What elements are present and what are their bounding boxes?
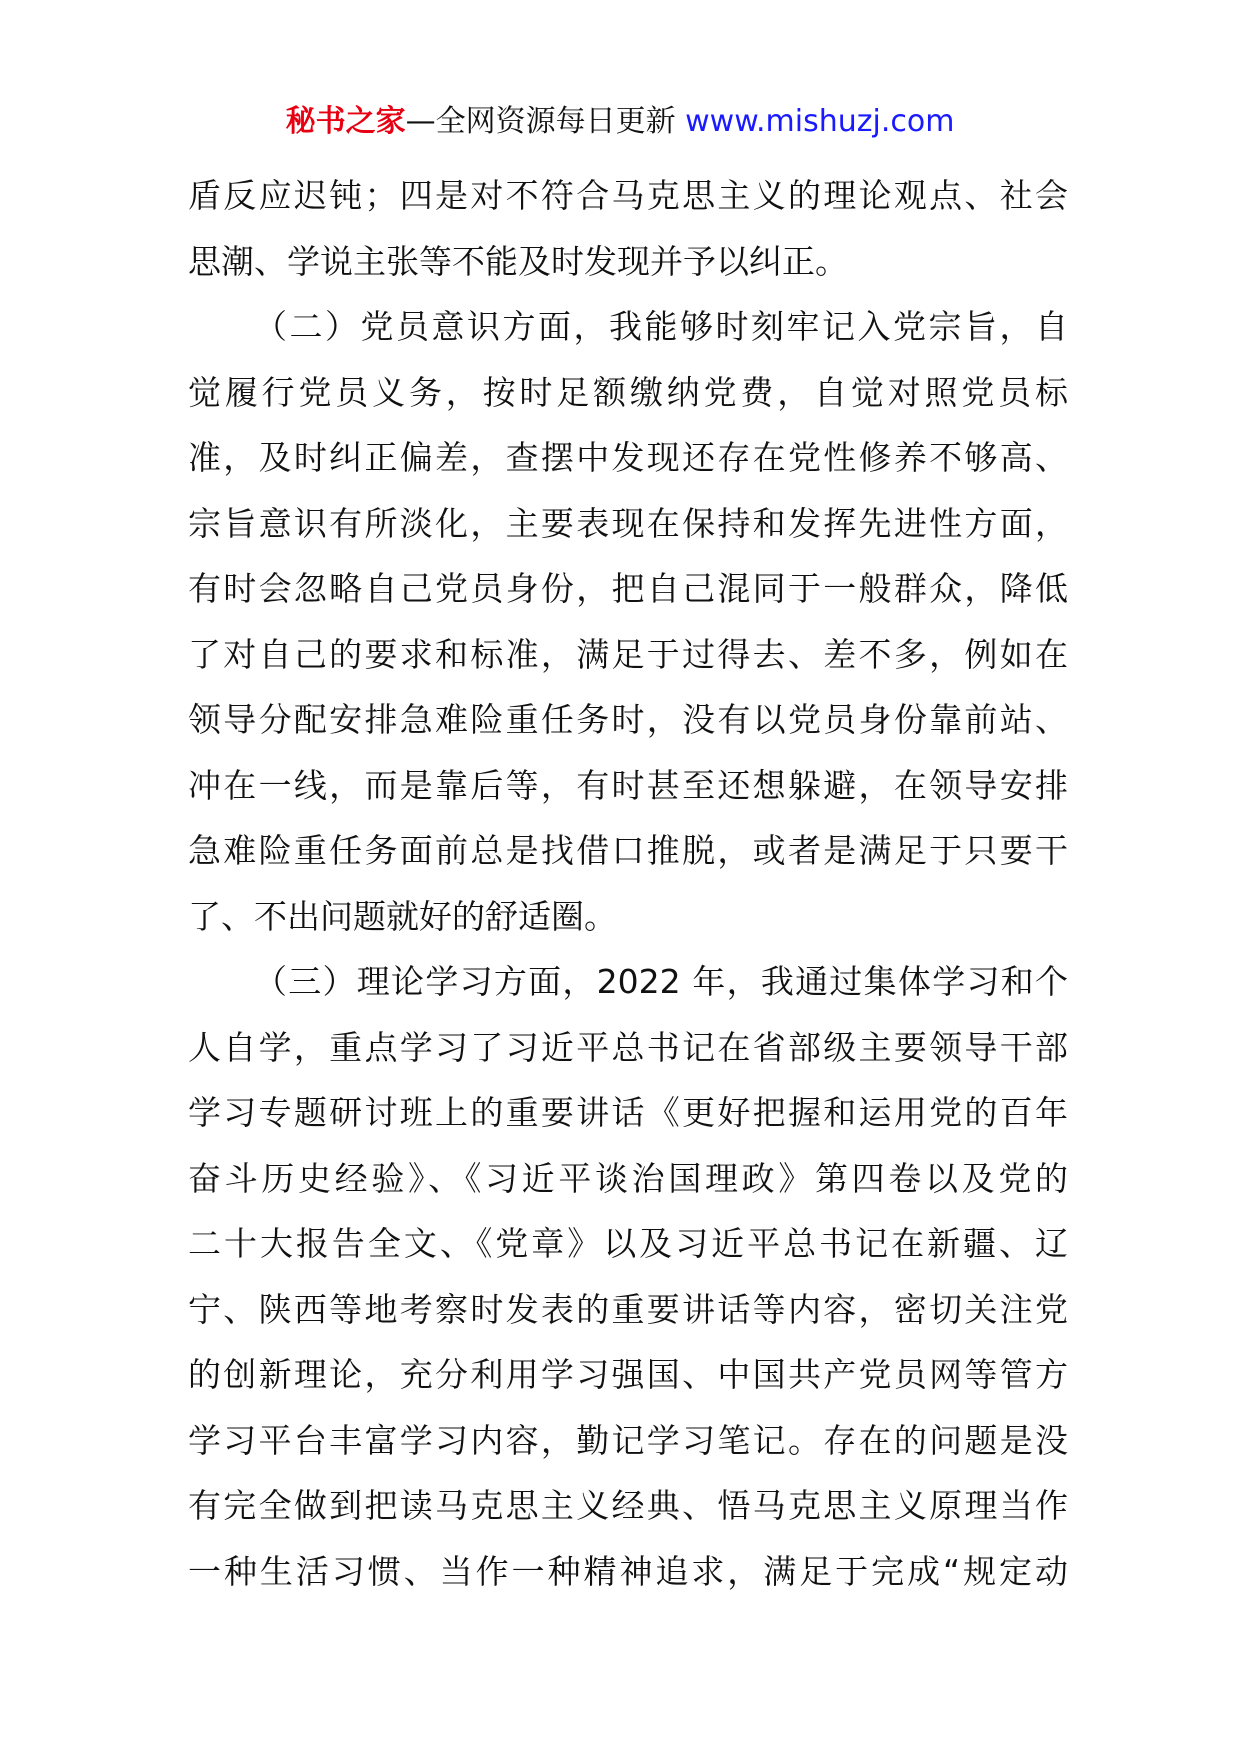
- page-header: [0, 102, 1240, 142]
- text-line: 思潮、学说主张等不能及时发现并予以纠正。: [188, 241, 848, 281]
- text-line: 奋斗历史经验》、《习近平谈治国理政》第四卷以及党的: [188, 1158, 1068, 1198]
- text-line: 一种生活习惯、当作一种精神追求，满足于完成“规定动: [188, 1551, 1068, 1591]
- text-line: 学习专题研讨班上的重要讲话《更好把握和运用党的百年: [188, 1093, 1068, 1132]
- text-line: 有完全做到把读马克思主义经典、悟马克思主义原理当作: [188, 1486, 1068, 1525]
- text-line: 盾反应迟钝；四是对不符合马克思主义的理论观点、社会: [188, 176, 1068, 215]
- text-line: 人自学，重点学习了习近平总书记在省部级主要领导干部: [188, 1027, 1068, 1067]
- text-line: 了、不出问题就好的舒适圈。: [188, 896, 617, 936]
- text-line: 二十大报告全文、《党章》以及习近平总书记在新疆、辽: [188, 1224, 1068, 1263]
- text-line: 了对自己的要求和标准，满足于过得去、差不多，例如在: [188, 634, 1068, 674]
- text-line: 学习平台丰富学习内容，勤记学习笔记。存在的问题是没: [188, 1420, 1068, 1460]
- text-line: （二）党员意识方面，我能够时刻牢记入党宗旨，自: [254, 307, 1068, 346]
- text-line: 宗旨意识有所淡化，主要表现在保持和发挥先进性方面，: [188, 503, 1068, 543]
- text-line: 有时会忽略自己党员身份，把自己混同于一般群众，降低: [188, 569, 1068, 608]
- text-line: 宁、陕西等地考察时发表的重要讲话等内容，密切关注党: [188, 1289, 1068, 1329]
- text-line: 觉履行党员义务，按时足额缴纳党费，自觉对照党员标: [188, 372, 1068, 412]
- text-line: （三）理论学习方面，2022 年，我通过集体学习和个: [254, 962, 1068, 1001]
- brand-name: 秘书之家: [285, 104, 406, 139]
- header-tagline: —全网资源每日更新: [405, 104, 676, 139]
- text-line: 冲在一线，而是靠后等，有时甚至还想躲避，在领导安排: [188, 765, 1068, 805]
- text-line: 领导分配安排急难险重任务时，没有以党员身份靠前站、: [188, 700, 1068, 739]
- text-line: 准，及时纠正偏差，查摆中发现还存在党性修养不够高、: [188, 438, 1068, 477]
- site-url-link[interactable]: www.mishuzj.com: [685, 104, 955, 139]
- document-body: [188, 163, 1068, 1604]
- text-line: 的创新理论，充分利用学习强国、中国共产党员网等管方: [188, 1355, 1068, 1394]
- text-line: 急难险重任务面前总是找借口推脱，或者是满足于只要干: [188, 831, 1068, 870]
